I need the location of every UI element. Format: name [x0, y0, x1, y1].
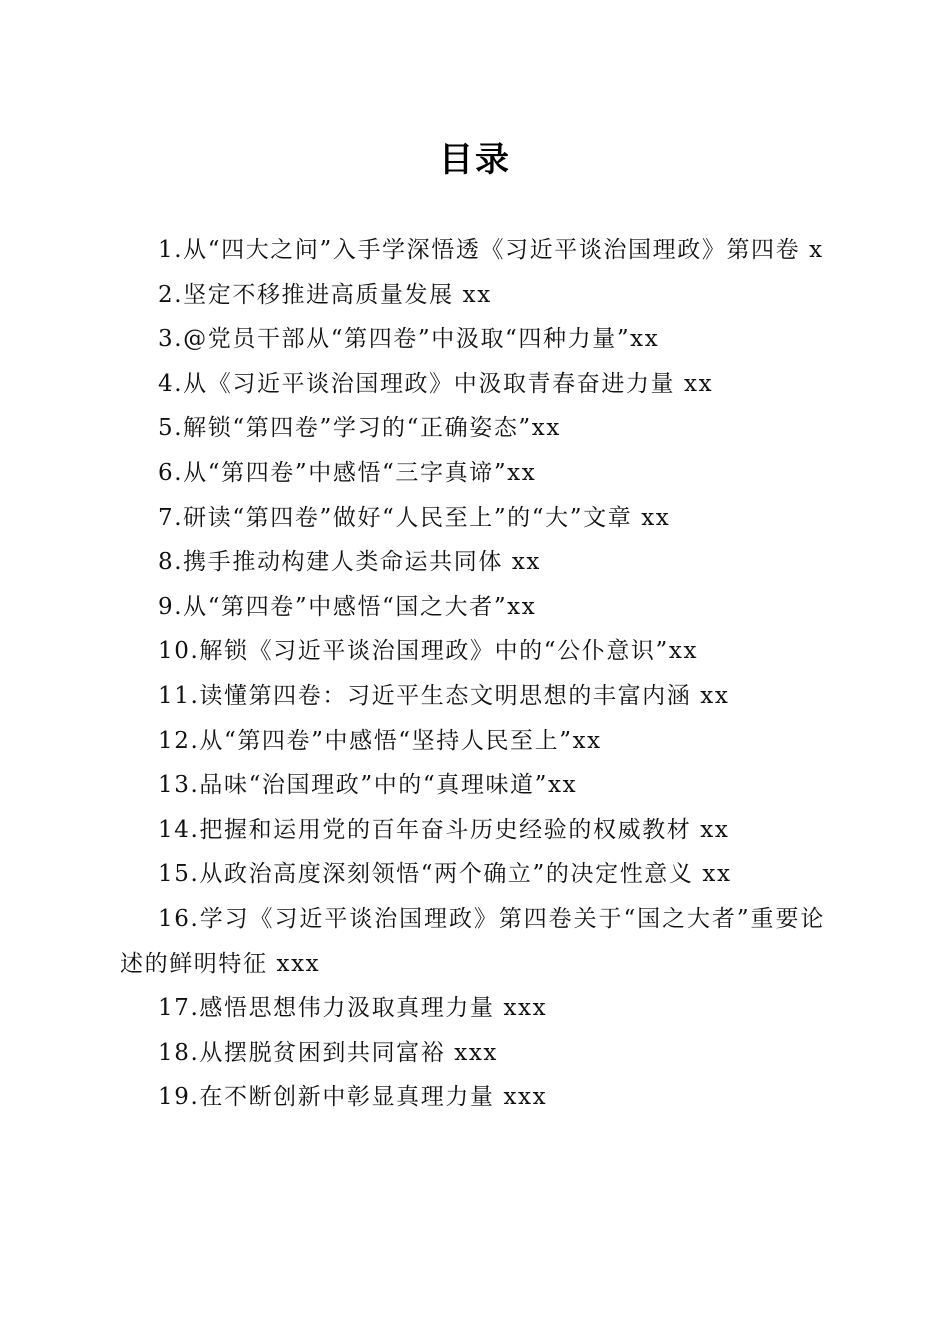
toc-entry-9: 9.从“第四卷”中感悟“国之大者”xx	[158, 593, 537, 620]
toc-entry-10: 10.解锁《习近平谈治国理政》中的“公仆意识”xx	[158, 638, 699, 665]
toc-entry-6: 6.从“第四卷”中感悟“三字真谛”xx	[158, 459, 537, 486]
page-title: 目录	[439, 140, 511, 180]
toc-entry-19: 19.在不断创新中彰显真理力量 xxx	[158, 1084, 548, 1111]
toc-entry-8: 8.携手推动构建人类命运共同体 xx	[158, 549, 541, 576]
toc-entry-14: 14.把握和运用党的百年奋斗历史经验的权威教材 xx	[158, 816, 730, 843]
toc-entry-12: 12.从“第四卷”中感悟“坚持人民至上”xx	[158, 727, 602, 754]
toc-entry-1: 1.从“四大之问”入手学深悟透《习近平谈治国理政》第四卷 x	[158, 237, 824, 263]
toc-entry-15: 15.从政治高度深刻领悟“两个确立”的决定性意义 xx	[158, 861, 732, 888]
toc-entry-3: 3.@党员干部从“第四卷”中汲取“四种力量”xx	[158, 326, 660, 353]
toc-entry-4: 4.从《习近平谈治国理政》中汲取青春奋进力量 xx	[158, 370, 714, 397]
table-of-contents	[120, 228, 825, 1120]
toc-entry-16: 16.学习《习近平谈治国理政》第四卷关于“国之大者”重要论述的鲜明特征 xxx	[120, 905, 825, 977]
toc-entry-18: 18.从摆脱贫困到共同富裕 xxx	[158, 1039, 499, 1066]
toc-entry-17: 17.感悟思想伟力汲取真理力量 xxx	[158, 995, 548, 1022]
toc-entry-5: 5.解锁“第四卷”学习的“正确姿态”xx	[158, 415, 561, 442]
toc-entry-13: 13.品味“治国理政”中的“真理味道”xx	[158, 772, 578, 799]
toc-entry-11: 11.读懂第四卷：习近平生态文明思想的丰富内涵 xx	[158, 682, 730, 709]
toc-entry-2: 2.坚定不移推进高质量发展 xx	[158, 281, 492, 308]
toc-entry-7: 7.研读“第四卷”做好“人民至上”的“大”文章 xx	[158, 504, 671, 531]
